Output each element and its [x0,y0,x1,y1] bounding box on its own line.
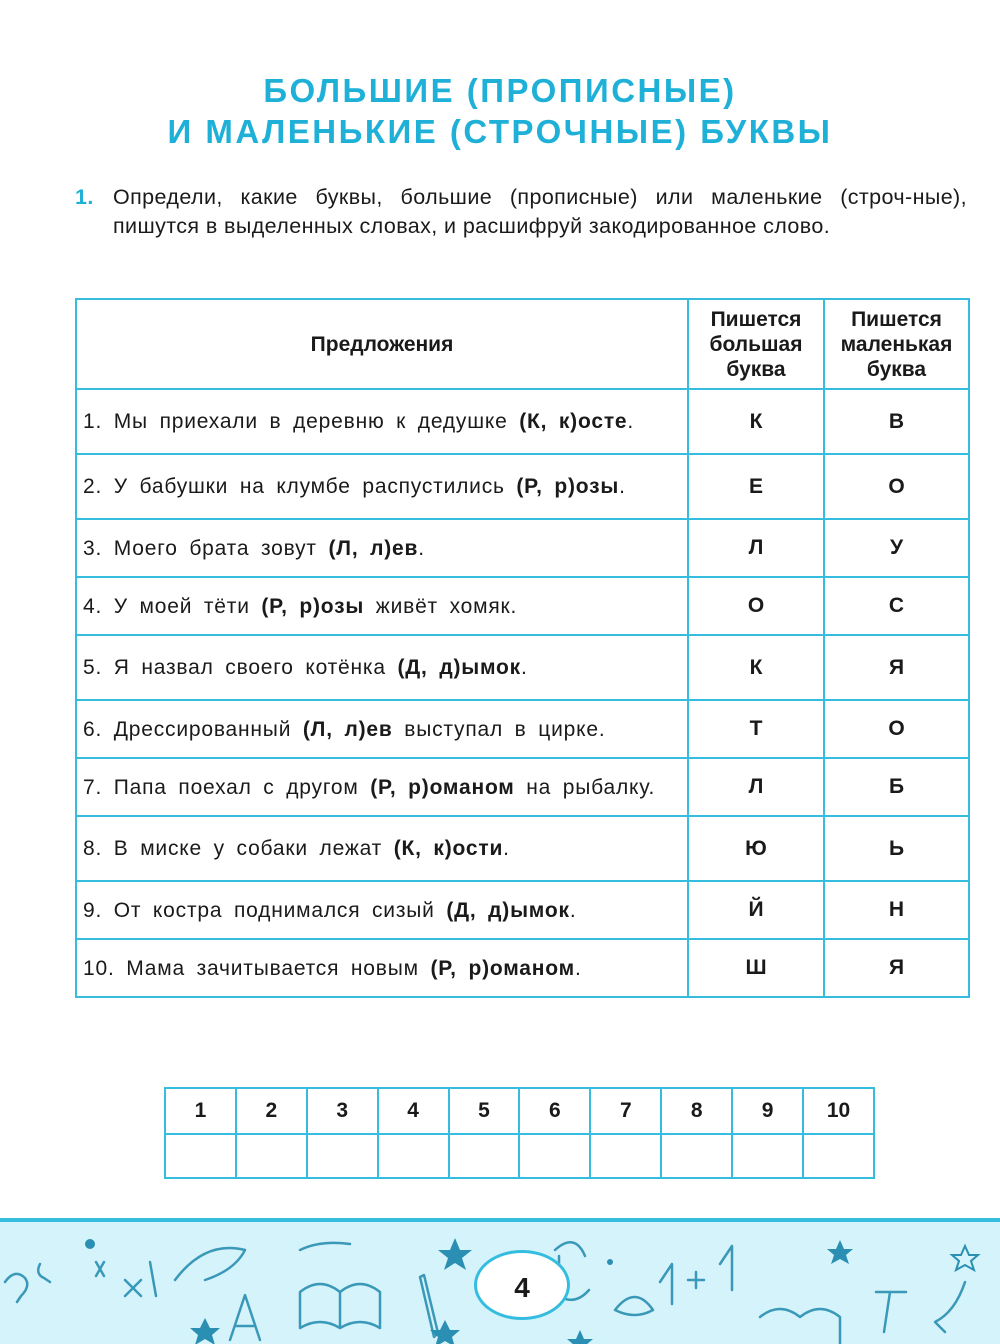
lowercase-letter-cell: О [824,700,969,758]
sentence-bold1: (Л, л) [302,717,367,741]
answer-blank-cell[interactable] [590,1134,661,1178]
sentence-pre: 7. Папа поехал с другом [83,775,371,799]
sentence-post: . [520,656,528,679]
capital-letter-cell: Т [688,700,824,758]
sentence-pre: 8. В миске у собаки лежат [83,837,394,860]
table-row [76,700,969,758]
answer-blank-cell[interactable] [378,1134,449,1178]
page-number: 4 [474,1250,570,1320]
sentence-bold1: (Р, р) [261,594,321,618]
sentence-post: на рыбалку. [514,775,656,799]
sentence-post: . [574,956,582,980]
sentence-bold2: ев [392,536,419,560]
task-number: 1. [75,185,94,209]
lowercase-letter-cell: У [824,519,969,577]
lowercase-letter-cell: С [824,577,969,635]
answer-blank-cell[interactable] [803,1134,874,1178]
lowercase-letter-cell: Я [824,635,969,700]
lowercase-letter-cell: Я [824,939,969,997]
sentence-bold2: ев [366,717,393,741]
title-line-1: БОЛЬШИЕ (ПРОПИСНЫЕ) [263,72,737,109]
answer-blank-cell[interactable] [732,1134,803,1178]
sentence-pre: 4. У моей тёти [83,594,262,618]
capital-letter-cell: О [688,577,824,635]
sentence-cell [76,758,688,816]
sentence-bold1: (Л, л) [328,536,393,560]
table-row [76,519,969,577]
answer-grid [164,1087,875,1179]
capital-letter-cell: Ю [688,816,824,881]
answer-blank-cell[interactable] [519,1134,590,1178]
sentence-cell [76,881,688,939]
table-row [76,881,969,939]
sentence-cell [76,939,688,997]
capital-letter-cell: К [688,389,824,454]
page-title [0,70,1000,152]
sentence-post: . [619,475,626,498]
sentence-bold1: (Р, р) [370,775,430,799]
answer-blank-cell[interactable] [661,1134,732,1178]
sentence-cell [76,389,688,454]
header-sentences: Предложения [76,299,688,389]
answer-number-cell: 9 [732,1088,803,1134]
answer-number-cell: 6 [519,1088,590,1134]
answer-number-cell: 10 [803,1088,874,1134]
title-line-2: И МАЛЕНЬКИЕ (СТРОЧНЫЕ) БУКВЫ [167,113,833,150]
answer-blank-cell[interactable] [165,1134,236,1178]
lowercase-letter-cell: Н [824,881,969,939]
sentence-pre: 6. Дрессированный [83,717,303,741]
answer-blank-cell[interactable] [307,1134,378,1178]
answer-number-cell: 1 [165,1088,236,1134]
capital-letter-cell: Л [688,519,824,577]
sentence-bold2: ымок [510,898,570,922]
sentence-bold1: (Д, д) [446,898,511,922]
sentence-pre: 2. У бабушки на клумбе распустились [83,475,517,498]
table-row [76,577,969,635]
answer-number-cell: 4 [378,1088,449,1134]
capital-letter-cell: Е [688,454,824,519]
sentence-post: . [569,898,577,922]
capital-letter-cell: Й [688,881,824,939]
sentence-bold2: озы [575,475,620,498]
table-row [76,816,969,881]
answer-number-cell: 5 [449,1088,520,1134]
sentence-cell [76,577,688,635]
capital-letter-cell: Л [688,758,824,816]
sentence-pre: 10. Мама зачитывается новым [83,956,431,980]
sentence-cell [76,519,688,577]
sentence-pre: 3. Моего брата зовут [83,536,329,560]
table-row [76,635,969,700]
sentence-cell [76,700,688,758]
sentence-cell [76,816,688,881]
lowercase-letter-cell: В [824,389,969,454]
sentence-post: выступал в цирке. [392,717,606,741]
sentence-pre: 9. От костра поднимался сизый [83,898,447,922]
sentence-bold1: (К, к) [393,837,453,860]
table-row [76,454,969,519]
sentence-bold2: оманом [489,956,575,980]
answer-number-cell: 3 [307,1088,378,1134]
header-capital: Пишется большая буква [688,299,824,389]
sentence-post: . [627,410,635,433]
table-row [76,939,969,997]
sentence-post: . [503,837,510,860]
sentence-bold2: ымок [461,656,521,679]
answer-blank-cell[interactable] [236,1134,307,1178]
capital-letter-cell: Ш [688,939,824,997]
task-instruction [75,183,967,241]
sentence-bold1: (К, к) [519,410,578,433]
sentence-bold2: осте [577,410,628,433]
capital-letter-cell: К [688,635,824,700]
sentence-cell [76,635,688,700]
sentence-pre: 5. Я назвал своего котёнка [83,656,398,679]
sentence-bold1: (Р, р) [516,475,576,498]
answer-number-cell: 7 [590,1088,661,1134]
lowercase-letter-cell: Ь [824,816,969,881]
sentence-bold1: (Д, д) [397,656,462,679]
lowercase-letter-cell: Б [824,758,969,816]
sentence-bold2: озы [320,594,365,618]
sentence-post: живёт хомяк. [364,594,518,618]
sentence-bold2: ости [452,837,504,860]
answer-blank-cell[interactable] [449,1134,520,1178]
lowercase-letter-cell: О [824,454,969,519]
answer-number-cell: 8 [661,1088,732,1134]
table-row [76,389,969,454]
sentence-post: . [418,536,425,560]
sentence-pre: 1. Мы приехали в деревню к дедушке [83,410,520,433]
answer-number-cell: 2 [236,1088,307,1134]
sentence-cell [76,454,688,519]
header-lowercase: Пишется маленькая буква [824,299,969,389]
sentence-bold2: оманом [429,775,515,799]
sentence-bold1: (Р, р) [430,956,490,980]
sentences-table [75,298,970,998]
table-row [76,758,969,816]
task-text: Определи, какие буквы, большие (прописные) или маленькие (строч-ные), пишутся в выделенных словах, и расшифруй закодированное слово. [113,185,967,238]
